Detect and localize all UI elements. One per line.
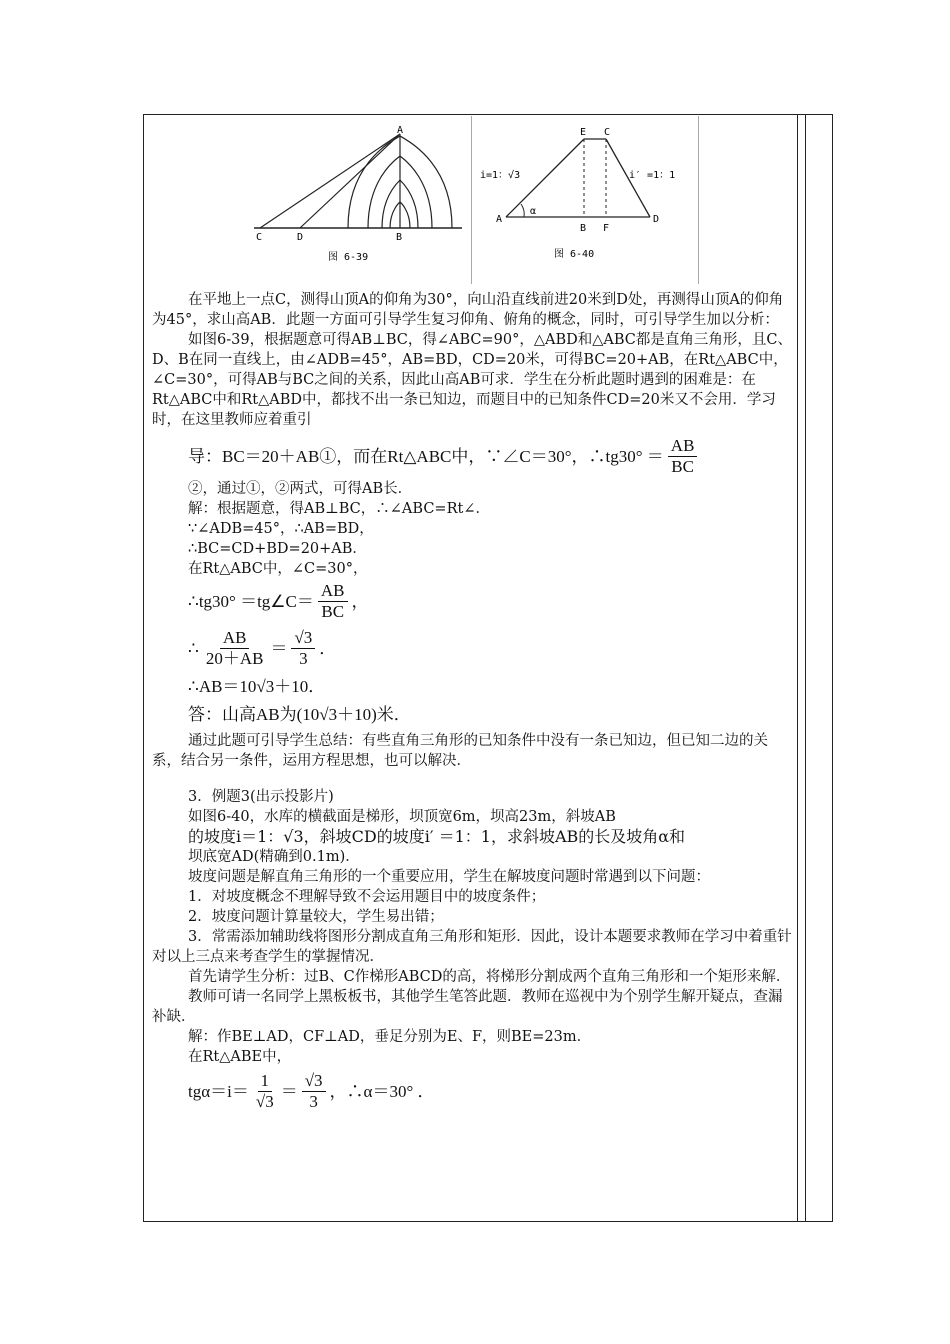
denominator: √3 xyxy=(255,1092,274,1111)
list-item: 3．常需添加辅助线将图形分割成直角三角形和矩形．因此，设计本题要求教师在学习中着重针对以上三点来考查学生的掌握情况． xyxy=(152,929,792,965)
figure-6-39 xyxy=(250,124,465,269)
equation-text: tgα＝i＝ xyxy=(188,1081,249,1101)
paragraph: 坝底宽AD(精确到0.1m)． xyxy=(188,849,360,865)
equation-text: ，∴α＝30° ． xyxy=(329,1081,435,1101)
numerator: √3 xyxy=(302,1071,326,1092)
numerator: AB xyxy=(318,581,348,602)
equation-text: ＝ xyxy=(280,1081,298,1101)
numerator: AB xyxy=(220,628,250,649)
figure-caption: 图 6-40 xyxy=(554,249,595,260)
equation-text: ． xyxy=(319,638,337,658)
label-c: C xyxy=(604,127,611,138)
table-divider xyxy=(797,114,798,1222)
main-content xyxy=(152,290,792,1112)
denominator: BC xyxy=(321,602,345,621)
fraction xyxy=(318,581,348,622)
paragraph: 如图6-39，根据题意可得AB⊥BC，得∠ABC=90°，△ABD和△ABC都是直角三角形，且C、D、B在同一直线上，由∠ADB=45°，AB=BD，CD=20米，可得BC=20+AB，在Rt△ABC中，∠C=30°，可得AB与BC之间的关系，因此山高AB可求．学生在分析此题时遇到的困难是：在Rt△ABC中和Rt△ABD中，都找不出一条已知边，而题目中的已知条件CD=20米又不会用．学习时，在这里教师应着重引 xyxy=(152,332,792,428)
slope-left: i=1：√3 xyxy=(480,170,521,181)
section-title: 3．例题3(出示投影片) xyxy=(188,789,334,805)
equation-text: ∴AB＝10√3＋10． xyxy=(188,677,326,696)
solution-line: 在Rt△ABC中，∠C=30°， xyxy=(188,561,368,577)
label-d: D xyxy=(653,214,660,225)
denominator: 3 xyxy=(299,649,308,668)
paragraph: 教师可请一名同学上黑板板书，其他学生笔答此题．教师在巡视中为个别学生解开疑点，查漏补缺． xyxy=(152,989,783,1025)
list-item: 2．坡度问题计算量较大，学生易出错； xyxy=(188,909,444,925)
solution-line: ∵∠ADB=45°，∴AB=BD， xyxy=(188,521,374,537)
denominator: 3 xyxy=(309,1092,318,1111)
figure-6-40 xyxy=(476,124,698,269)
equation-text: ＝ xyxy=(270,638,288,658)
paragraph: 通过此题可引导学生总结：有些直角三角形的已知条件中没有一条已知边，但已知二边的关系，结合另一条件，运用方程思想，也可以解决． xyxy=(152,733,768,769)
answer-line xyxy=(152,705,792,725)
solution-line: ∴BC=CD+BD=20+AB． xyxy=(188,541,367,557)
equation-text: ， xyxy=(351,591,369,611)
paragraph: 的坡度i＝1：√3，斜坡CD的坡度i′ ＝1：1，求斜坡AB的长及坡角α和 xyxy=(188,827,686,846)
fraction xyxy=(203,628,267,669)
equation-text: ∴tg30° ＝tg∠C＝ xyxy=(188,591,314,611)
numerator: AB xyxy=(668,436,698,457)
fraction xyxy=(253,1071,277,1112)
fraction xyxy=(291,628,315,669)
equation-ab xyxy=(152,677,792,697)
paragraph: 如图6-40，水库的横截面是梯形，坝顶宽6m，坝高23m，斜坡AB xyxy=(188,809,616,825)
label-alpha: α xyxy=(530,206,537,217)
label-a: A xyxy=(397,125,404,136)
equation-text: ∴ xyxy=(188,638,199,658)
list-item: 1．对坡度概念不理解导致不会运用题目中的坡度条件； xyxy=(188,889,546,905)
label-f: F xyxy=(603,223,610,234)
paragraph: 首先请学生分析：过B、C作梯形ABCD的高，将梯形分割成两个直角三角形和一个矩形来解． xyxy=(188,969,791,985)
fraction xyxy=(302,1071,326,1112)
paragraph: ②，通过①，②两式，可得AB长． xyxy=(188,481,413,497)
label-b: B xyxy=(580,223,587,234)
equation-guide xyxy=(152,436,792,477)
equation-ratio xyxy=(152,628,792,669)
numerator: 1 xyxy=(258,1071,273,1092)
equation-text: 导：BC＝20＋AB①，而在Rt△ABC中，∵∠C＝30°，∴tg30° ＝ xyxy=(188,446,664,466)
label-c: C xyxy=(256,232,263,243)
equation-tg30 xyxy=(152,581,792,622)
solution-line: 在Rt△ABE中， xyxy=(188,1049,292,1065)
paragraph: 坡度问题是解直角三角形的一个重要应用，学生在解坡度问题时常遇到以下问题： xyxy=(188,869,710,885)
figure-cell-border xyxy=(698,116,699,284)
answer-text: 答：山高AB为(10√3＋10)米． xyxy=(188,705,411,724)
label-e: E xyxy=(580,127,587,138)
label-a: A xyxy=(496,214,503,225)
denominator: 20＋AB xyxy=(205,649,264,668)
solution-line: 解：根据题意，得AB⊥BC，∴∠ABC=Rt∠． xyxy=(188,501,490,517)
denominator: BC xyxy=(671,457,694,476)
paragraph: 在平地上一点C，测得山顶A的仰角为30°，向山沿直线前进20米到D处，再测得山顶A的仰角为45°，求山高AB．此题一方面可引导学生复习仰角、俯角的概念，同时，可引导学生加以分析： xyxy=(152,292,784,328)
figure-caption: 图 6-39 xyxy=(328,252,369,263)
equation-tg-alpha xyxy=(152,1071,792,1112)
label-b: B xyxy=(396,232,403,243)
slope-right: i′ =1：1 xyxy=(629,170,676,181)
fraction xyxy=(668,436,698,477)
solution-line: 解：作BE⊥AD，CF⊥AD，垂足分别为E、F，则BE=23m． xyxy=(188,1029,592,1045)
table-divider xyxy=(805,114,806,1222)
label-d: D xyxy=(297,232,304,243)
numerator: √3 xyxy=(291,628,315,649)
